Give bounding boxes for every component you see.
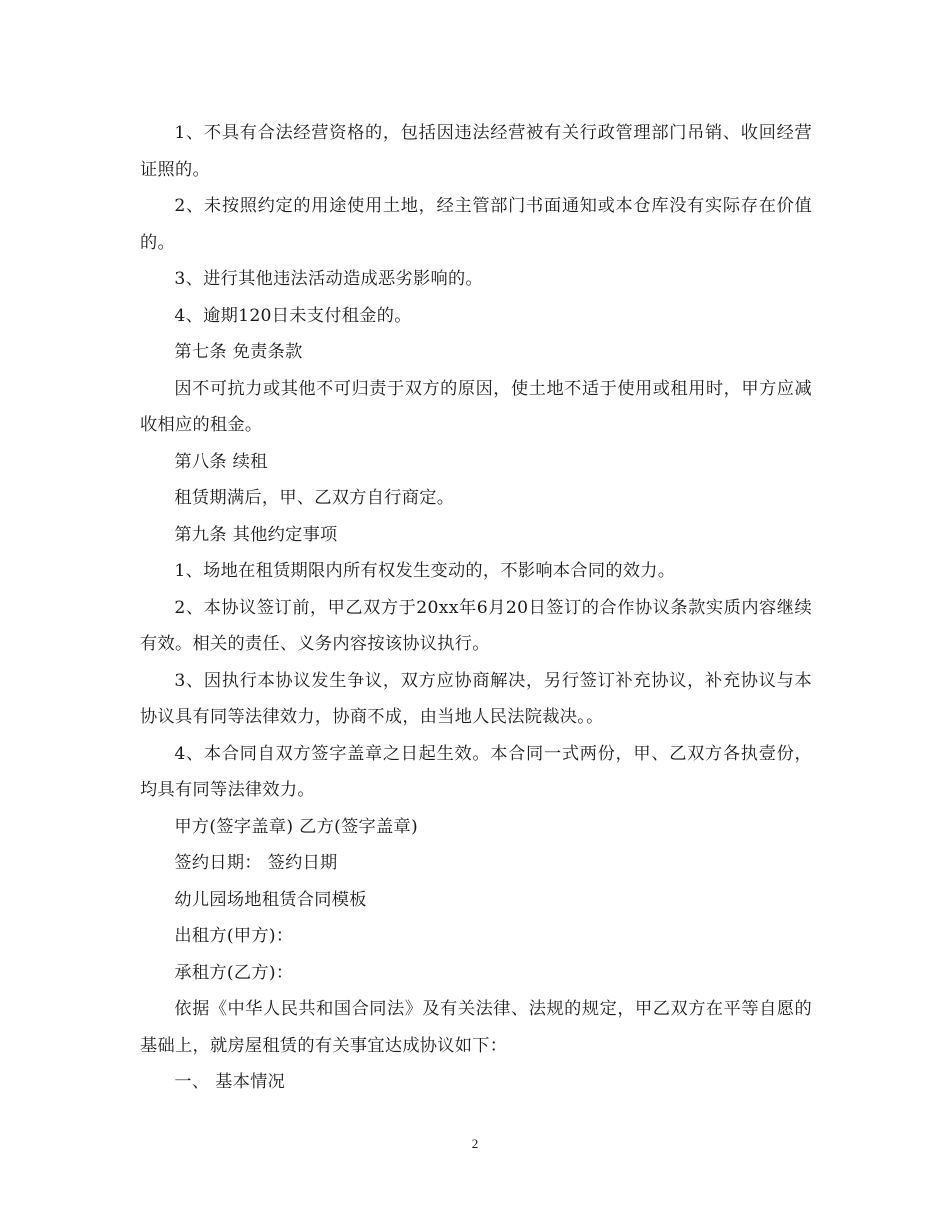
clause-text: 3、进行其他违法活动造成恶劣影响的。 — [174, 269, 483, 289]
preamble-text: 依据《中华人民共和国合同法》及有关法律、法规的规定，甲乙双方在平等自愿的基础上，就房屋租赁的有关事宜达成协议如下： — [140, 999, 812, 1056]
clause-text: 4、本合同自双方签字盖章之日起生效。本合同一式两份，甲、乙双方各执壹份，均具有同等法律效力。 — [140, 743, 812, 800]
lessor-line: 出租方(甲方)： — [174, 926, 294, 946]
signing-date-line: 签约日期： 签约日期 — [174, 853, 338, 873]
section-heading: 第七条 免责条款 — [174, 342, 303, 362]
lessee-line: 承租方(乙方)： — [174, 962, 294, 983]
clause-text: 租赁期满后，甲、乙双方自行商定。 — [174, 488, 455, 508]
clause-text: 2、本协议签订前，甲乙双方于20xx年6月20日签订的合作协议条款实质内容继续有效。相关的责任、义务内容按该协议执行。 — [140, 597, 812, 654]
section-heading: 第九条 其他约定事项 — [174, 524, 338, 545]
section-heading: 第八条 续租 — [174, 451, 268, 472]
clause-text: 2、未按照约定的用途使用土地，经主管部门书面通知或本仓库没有实际存在价值的。 — [140, 196, 812, 253]
page-number: 2 — [471, 1136, 479, 1151]
clause-text: 因不可抗力或其他不可归责于双方的原因，使土地不适于使用或租用时，甲方应减收相应的租金。 — [140, 378, 812, 435]
clause-text: 4、逾期120日未支付租金的。 — [174, 305, 412, 326]
section-heading: 一、 基本情况 — [174, 1072, 286, 1092]
document-title: 幼儿园场地租赁合同模板 — [174, 889, 367, 910]
document-body — [140, 115, 812, 1101]
clause-text: 1、不具有合法经营资格的，包括因违法经营被有关行政管理部门吊销、收回经营证照的。 — [140, 123, 812, 180]
signature-line: 甲方(签字盖章) 乙方(签字盖章) — [174, 816, 419, 837]
clause-text: 3、因执行本协议发生争议，双方应协商解决，另行签订补充协议，补充协议与本协议具有同等法律效力，协商不成，由当地人民法院裁决。。 — [140, 670, 812, 727]
clause-text: 1、场地在租赁期限内所有权发生变动的，不影响本合同的效力。 — [174, 561, 676, 581]
